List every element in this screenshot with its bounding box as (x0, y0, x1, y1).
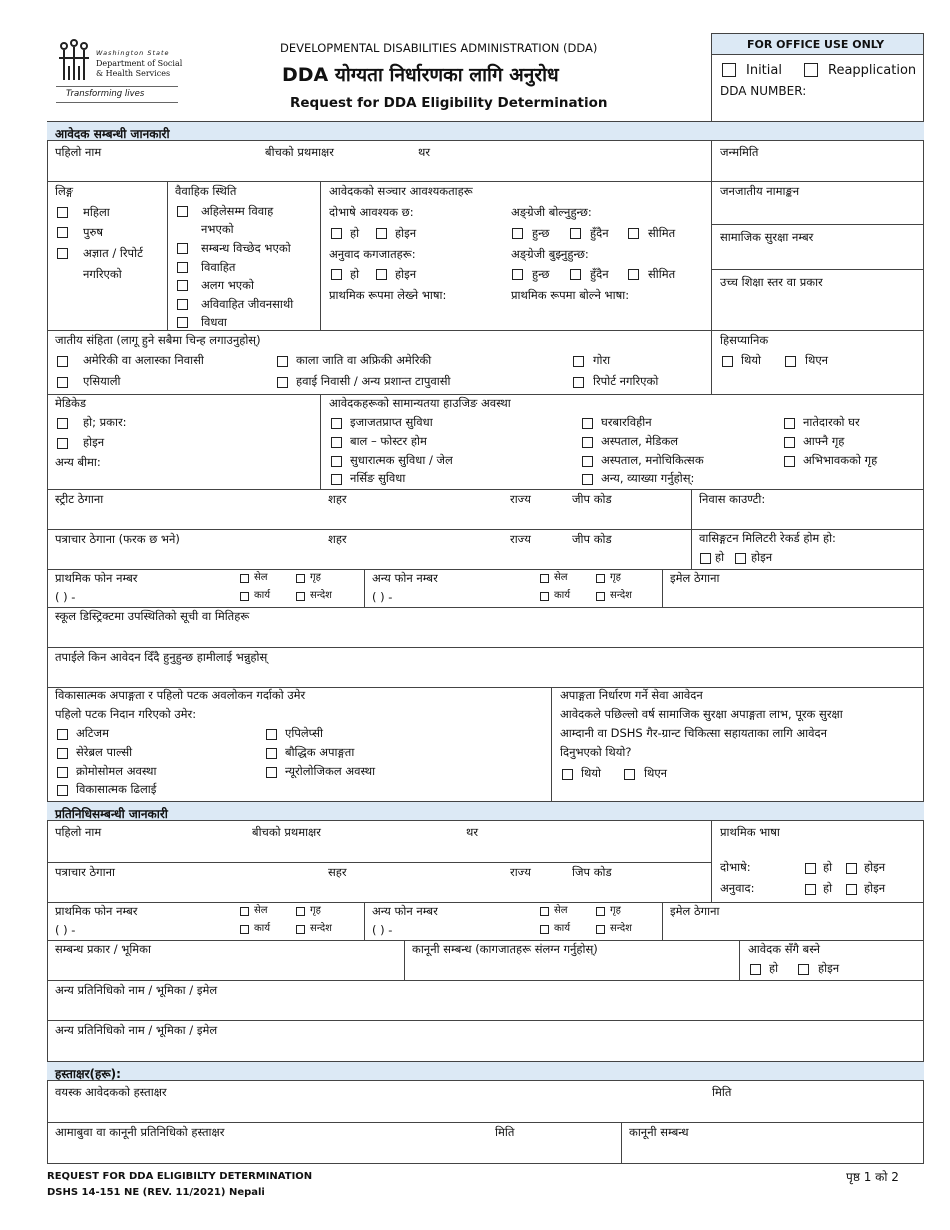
mailing-state-label: राज्य (510, 532, 531, 546)
housing-parent-checkbox[interactable] (784, 456, 795, 467)
understand-doesnt-checkbox[interactable] (570, 269, 581, 280)
housing-nursing-checkbox[interactable] (331, 474, 342, 485)
other-rep1-label: अन्य प्रतिनिधिको नाम / भूमिका / इमेल (55, 983, 218, 997)
rep-phone-field[interactable]: ( ) - (55, 923, 76, 937)
rep-relation-label: सम्बन्ध प्रकार / भूमिका (55, 942, 151, 956)
military-no-checkbox[interactable] (735, 553, 746, 564)
tribal-label: जनजातीय नामाङ्कन (720, 184, 800, 198)
dev-intellectual-checkbox[interactable] (266, 748, 277, 759)
hispanic-label: हिसप्यानिक (720, 333, 769, 347)
rep-middle-label: बीचको प्रथमाक्षर (252, 825, 322, 839)
interpreter-yes-label: हो (350, 226, 360, 240)
rep-phone-msg-label: सन्देश (310, 923, 332, 934)
rep-transl-label: अनुवाद: (720, 881, 755, 895)
translated-yes-checkbox[interactable] (331, 269, 342, 280)
housing-licensed-label: इजाजतप्राप्त सुविधा (350, 415, 433, 429)
english-limited-checkbox[interactable] (628, 228, 639, 239)
gender-male-label: पुरुष (83, 225, 104, 239)
logo-dept: Department of Social (96, 59, 183, 68)
mailing-city-label: शहर (328, 532, 347, 546)
race-native-checkbox[interactable] (57, 356, 68, 367)
military-no-label: होइन (751, 550, 773, 564)
dev-chromosomal-label: क्रोमोसोमल अवस्था (76, 764, 157, 778)
reason-field[interactable] (55, 668, 915, 686)
dda-number-label: DDA NUMBER: (720, 84, 807, 98)
housing-relative-checkbox[interactable] (784, 418, 795, 429)
page-subtitle: Request for DDA Eligibility Determination (290, 95, 608, 111)
hispanic-yes-label: थियो (741, 353, 761, 367)
rep-phone-work-label: कार्य (254, 923, 271, 934)
rep-alt-home-label: गृह (610, 905, 621, 916)
rep-lives-yes-checkbox[interactable] (750, 964, 761, 975)
dev-neuro-label: न्यूरोलोजिकल अवस्था (285, 764, 376, 778)
housing-licensed-checkbox[interactable] (331, 418, 342, 429)
disability-q3: दिनुभएको थियो? (560, 745, 632, 759)
dev-cp-label: सेरेब्रल पाल्सी (76, 745, 133, 759)
understand-doesnt-label: हुँदैन (590, 267, 609, 281)
housing-hospital-psych-checkbox[interactable] (582, 456, 593, 467)
admin-name: DEVELOPMENTAL DISABILITIES ADMINISTRATION (DDA) (280, 41, 598, 55)
understands-english-label: अङ्ग्रेजी बुझ्नुहुन्छ: (511, 247, 589, 261)
county-label: निवास काउण्टी: (699, 492, 766, 506)
alt-work-label: कार्य (554, 590, 571, 601)
medicaid-yes-checkbox[interactable] (57, 418, 68, 429)
understand-limited-checkbox[interactable] (628, 269, 639, 280)
medicaid-label: मेडिकेड (55, 396, 86, 410)
zip-label: जीप कोड (572, 492, 612, 506)
rep-phone-home-label: गृह (310, 905, 321, 916)
marital-widowed-checkbox[interactable] (177, 317, 188, 328)
race-pacific-checkbox[interactable] (277, 377, 288, 388)
housing-foster-checkbox[interactable] (331, 437, 342, 448)
understand-does-checkbox[interactable] (512, 269, 523, 280)
disability-q2: आम्दानी वा DSHS गैर-ग्रान्ट चिकित्सा सहायताका लागि आवेदन (560, 726, 828, 740)
rep-phone-cell-checkbox[interactable] (240, 907, 249, 916)
rep-alt-home-checkbox[interactable] (596, 907, 605, 916)
legal-relation-label: कानूनी सम्बन्ध (629, 1125, 689, 1139)
housing-correctional-checkbox[interactable] (331, 456, 342, 467)
logo-tagline: Transforming lives (66, 89, 145, 99)
people-logo-icon (56, 38, 92, 84)
page-title: DDA योग्यता निर्धारणका लागि अनुरोध (282, 64, 559, 86)
dev-cp-checkbox[interactable] (57, 748, 68, 759)
dob-field[interactable] (720, 162, 918, 178)
rep-transl-no-checkbox[interactable] (846, 884, 857, 895)
race-unreported-label: रिपोर्ट नगरिएको (593, 374, 659, 388)
rep-interp-no-label: होइन (864, 860, 886, 874)
interpreter-label: दोभाषे आवश्यक छ: (329, 205, 414, 219)
dev-age-label: पहिलो पटक निदान गरिएको उमेर: (55, 707, 197, 721)
applicant-name-field[interactable] (55, 162, 705, 178)
primary-write-label: प्राथमिक रूपमा लेख्ने भाषा: (329, 288, 447, 302)
hispanic-no-label: थिएन (805, 353, 829, 367)
race-white-checkbox[interactable] (573, 356, 584, 367)
email-label: इमेल ठेगाना (670, 571, 720, 585)
english-does-checkbox[interactable] (512, 228, 523, 239)
marital-divorced-label: सम्बन्ध विच्छेद भएको (201, 241, 291, 255)
phone-cell-checkbox[interactable] (240, 574, 249, 583)
marital-partner-label: अविवाहित जीवनसाथी (201, 297, 294, 311)
phone-field[interactable]: ( ) - (55, 590, 76, 604)
race-white-label: गोरा (593, 353, 611, 367)
rep-mailing-label: पत्राचार ठेगाना (55, 865, 115, 879)
translated-no-checkbox[interactable] (376, 269, 387, 280)
other-rep2-label: अन्य प्रतिनिधिको नाम / भूमिका / इमेल (55, 1023, 218, 1037)
rep-alt-cell-label: सेल (554, 905, 568, 916)
rep-alt-msg-label: सन्देश (610, 923, 632, 934)
rep-language-label: प्राथमिक भाषा (720, 825, 780, 839)
disability-yes-label: थियो (581, 766, 601, 780)
rep-phone-work-checkbox[interactable] (240, 925, 249, 934)
housing-other-checkbox[interactable] (582, 474, 593, 485)
rep-phone-cell-label: सेल (254, 905, 268, 916)
phone-msg-checkbox[interactable] (296, 592, 305, 601)
military-yes-checkbox[interactable] (700, 553, 711, 564)
adult-date-label: मिति (712, 1085, 732, 1099)
applicant-section-title: आवेदक सम्बन्धी जानकारी (55, 127, 170, 141)
dev-delay-checkbox[interactable] (57, 785, 68, 796)
alt-work-checkbox[interactable] (540, 592, 549, 601)
school-field[interactable] (55, 627, 915, 645)
phone-work-checkbox[interactable] (240, 592, 249, 601)
rep-alt-cell-checkbox[interactable] (540, 907, 549, 916)
rep-lives-label: आवेदक सँगै बस्ने (748, 942, 820, 956)
rep-first-name-label: पहिलो नाम (55, 825, 102, 839)
phone-home-label: गृह (310, 572, 321, 583)
rep-state-label: राज्य (510, 865, 531, 879)
rep-lives-yes-label: हो (769, 961, 779, 975)
understand-does-label: हुन्छ (532, 267, 550, 281)
rep-email-label: इमेल ठेगाना (670, 904, 720, 918)
translated-docs-label: अनुवाद कगजातहरू: (329, 247, 416, 261)
dob-label: जन्ममिति (720, 145, 759, 159)
gender-female-label: महिला (83, 205, 110, 219)
medicaid-no-label: होइन (83, 435, 105, 449)
understand-limited-label: सीमित (648, 267, 676, 281)
dev-epilepsy-label: एपिलेप्सी (285, 726, 324, 740)
rep-alt-phone-field[interactable]: ( ) - (372, 923, 393, 937)
rep-transl-yes-label: हो (823, 881, 833, 895)
phone-home-checkbox[interactable] (296, 574, 305, 583)
interpreter-no-checkbox[interactable] (376, 228, 387, 239)
sign-section-title: हस्ताक्षर(हरू): (55, 1067, 121, 1081)
adult-signature-label: वयस्क आवेदकको हस्ताक्षर (55, 1085, 167, 1099)
rep-zip-label: जिप कोड (572, 865, 612, 879)
race-asian-label: एसियाली (83, 374, 121, 388)
other-rep1-field[interactable] (55, 1000, 915, 1018)
footer-form-title: REQUEST FOR DDA ELIGIBILTY DETERMINATION (47, 1171, 313, 1182)
logo-dept2: & Health Services (96, 69, 171, 78)
rep-legal-label: कानूनी सम्बन्ध (कागजातहरू संलग्न गर्नुहोस्) (412, 942, 598, 956)
hispanic-yes-checkbox[interactable] (722, 356, 733, 367)
rep-section-title: प्रतिनिधिसम्बन्धी जानकारी (55, 807, 168, 821)
mailing-label: पत्राचार ठेगाना (फरक छ भने) (55, 532, 180, 546)
rep-lives-no-label: होइन (818, 961, 840, 975)
page-number: पृष्ठ 1 को 2 (846, 1170, 899, 1184)
housing-nursing-label: नर्सिङ सुविधा (350, 471, 406, 485)
marital-never-checkbox[interactable] (177, 206, 188, 217)
english-limited-label: सीमित (648, 226, 676, 240)
english-does-label: हुन्छ (532, 226, 550, 240)
rep-lives-no-checkbox[interactable] (798, 964, 809, 975)
gender-unknown-label: अज्ञात / रिपोर्ट (83, 246, 143, 260)
state-label: राज्य (510, 492, 531, 506)
race-native-label: अमेरिकी वा अलास्का निवासी (83, 353, 204, 367)
race-asian-checkbox[interactable] (57, 377, 68, 388)
housing-label: आवेदकहरूको सामान्यतया हाउजिङ अवस्था (329, 396, 511, 410)
military-yes-label: हो (715, 550, 725, 564)
rep-interp-label: दोभाषे: (720, 860, 751, 874)
rep-interp-yes-label: हो (823, 860, 833, 874)
footer-form-number: DSHS 14-151 NE (REV. 11/2021) Nepali (47, 1187, 265, 1198)
disability-no-checkbox[interactable] (624, 769, 635, 780)
rep-alt-work-checkbox[interactable] (540, 925, 549, 934)
translated-no-label: होइन (395, 267, 417, 281)
education-label: उच्च शिक्षा स्तर वा प्रकार (720, 275, 823, 289)
alt-msg-label: सन्देश (610, 590, 632, 601)
disability-q1: आवेदकले पछिल्लो वर्ष सामाजिक सुरक्षा अपाङ्गता लाभ, पूरक सुरक्षा (560, 707, 843, 721)
first-name-label: पहिलो नाम (55, 145, 102, 159)
interpreter-no-label: होइन (395, 226, 417, 240)
dev-delay-label: विकासात्मक ढिलाई (76, 782, 157, 796)
parent-date-label: मिति (495, 1125, 515, 1139)
rep-transl-no-label: होइन (864, 881, 886, 895)
initial-label: Initial (746, 63, 782, 78)
dev-autism-checkbox[interactable] (57, 729, 68, 740)
dev-intellectual-label: बौद्धिक अपाङ्गता (285, 745, 355, 759)
middle-initial-label: बीचको प्रथमाक्षर (265, 145, 335, 159)
gender-unknown-checkbox[interactable] (57, 248, 68, 259)
alt-phone-label: अन्य फोन नम्बर (372, 571, 438, 585)
alt-cell-label: सेल (554, 572, 568, 583)
housing-own-checkbox[interactable] (784, 437, 795, 448)
other-insurance-label: अन्य बीमा: (55, 455, 101, 469)
initial-checkbox[interactable] (722, 63, 736, 77)
medicaid-no-checkbox[interactable] (57, 438, 68, 449)
rep-alt-msg-checkbox[interactable] (596, 925, 605, 934)
disability-app-label: अपाङ्गता निर्धारण गर्ने सेवा आवेदन (560, 688, 703, 702)
speaks-english-label: अङ्ग्रेजी बोल्नुहुन्छ: (511, 205, 592, 219)
reapplication-label: Reapplication (828, 63, 917, 78)
housing-own-label: आफ्नै गृह (803, 434, 845, 448)
parent-signature-field[interactable] (55, 1142, 615, 1160)
phone-work-label: कार्य (254, 590, 271, 601)
dev-autism-label: अटिजम (76, 726, 109, 740)
mailing-zip-label: जीप कोड (572, 532, 612, 546)
marital-widowed-label: विधवा (201, 315, 227, 329)
race-label: जातीय संहिता (लागू हुने सबैमा चिन्ह लगाउनुहोस्) (55, 333, 261, 347)
dev-label: विकासात्मक अपाङ्गता र पहिलो पटक अवलोकन गर्दाको उमेर (55, 688, 306, 702)
other-rep2-field[interactable] (55, 1040, 915, 1058)
rep-transl-yes-checkbox[interactable] (805, 884, 816, 895)
english-doesnt-checkbox[interactable] (570, 228, 581, 239)
marital-label: वैवाहिक स्थिति (175, 184, 237, 198)
hispanic-no-checkbox[interactable] (785, 356, 796, 367)
race-black-checkbox[interactable] (277, 356, 288, 367)
office-heading: FOR OFFICE USE ONLY (747, 38, 885, 51)
dev-epilepsy-checkbox[interactable] (266, 729, 277, 740)
last-name-label: थर (418, 145, 431, 159)
medicaid-yes-label: हो; प्रकार: (83, 415, 127, 429)
parent-signature-label: आमाबुवा वा कानूनी प्रतिनिधिको हस्ताक्षर (55, 1125, 225, 1139)
marital-partner-checkbox[interactable] (177, 299, 188, 310)
race-unreported-checkbox[interactable] (573, 377, 584, 388)
gender-female-checkbox[interactable] (57, 207, 68, 218)
translated-yes-label: हो (350, 267, 360, 281)
rep-city-label: सहर (328, 865, 347, 879)
disability-no-label: थिएन (644, 766, 668, 780)
rep-phone-msg-checkbox[interactable] (296, 925, 305, 934)
housing-correctional-label: सुधारात्मक सुविधा / जेल (350, 453, 453, 467)
housing-foster-label: बाल – फोस्टर होम (350, 434, 427, 448)
housing-hospital-medical-label: अस्पताल, मेडिकल (601, 434, 679, 448)
alt-phone-field[interactable]: ( ) - (372, 590, 393, 604)
rep-interp-no-checkbox[interactable] (846, 863, 857, 874)
gender-unknown-label2: नगरिएको (83, 267, 122, 281)
rep-alt-phone-label: अन्य फोन नम्बर (372, 904, 438, 918)
housing-other-label: अन्य, व्याख्या गर्नुहोस्: (601, 471, 695, 485)
rep-alt-work-label: कार्य (554, 923, 571, 934)
housing-hospital-psych-label: अस्पताल, मनोचिकित्सक (601, 453, 704, 467)
alt-home-checkbox[interactable] (596, 574, 605, 583)
rep-phone-label: प्राथमिक फोन नम्बर (55, 904, 138, 918)
gender-label: लिङ्ग (55, 184, 74, 198)
primary-speak-label: प्राथमिक रूपमा बोल्ने भाषा: (511, 288, 630, 302)
ssn-label: सामाजिक सुरक्षा नम्बर (720, 230, 814, 244)
marital-never-label2: नभएको (201, 222, 234, 236)
marital-divorced-checkbox[interactable] (177, 243, 188, 254)
marital-married-checkbox[interactable] (177, 262, 188, 273)
city-label: शहर (328, 492, 347, 506)
dev-chromosomal-checkbox[interactable] (57, 767, 68, 778)
logo-state: Washington State (96, 49, 170, 57)
reapplication-checkbox[interactable] (804, 63, 818, 77)
housing-relative-label: नातेदारको घर (803, 415, 860, 429)
dshs-logo (56, 38, 183, 106)
housing-hospital-medical-checkbox[interactable] (582, 437, 593, 448)
phone-msg-label: सन्देश (310, 590, 332, 601)
military-label: वासिङ्गटन मिलिटरी रेकर्ड होम हो: (699, 531, 836, 545)
disability-yes-checkbox[interactable] (562, 769, 573, 780)
rep-phone-home-checkbox[interactable] (296, 907, 305, 916)
phone-label: प्राथमिक फोन नम्बर (55, 571, 138, 585)
rep-last-label: थर (466, 825, 479, 839)
school-label: स्कूल डिस्ट्रिक्टमा उपस्थितिको सूची वा मितिहरू (55, 609, 250, 623)
comm-label: आवेदकको सञ्चार आवश्यकताहरू (329, 184, 473, 198)
alt-home-label: गृह (610, 572, 621, 583)
street-label: स्ट्रीट ठेगाना (55, 492, 104, 506)
marital-separated-label: अलग भएको (201, 278, 254, 292)
housing-homeless-label: घरबारविहीन (601, 415, 652, 429)
phone-cell-label: सेल (254, 572, 268, 583)
interpreter-yes-checkbox[interactable] (331, 228, 342, 239)
race-pacific-label: हवाई निवासी / अन्य प्रशान्त टापुवासी (296, 374, 451, 388)
english-doesnt-label: हुँदैन (590, 226, 609, 240)
rep-interp-yes-checkbox[interactable] (805, 863, 816, 874)
reason-label: तपाईले किन आवेदन दिँदै हुनुहुन्छ हामीलाई भन्नुहोस् (55, 650, 268, 664)
race-black-label: काला जाति वा अफ्रिकी अमेरिकी (296, 353, 432, 367)
marital-married-label: विवाहित (201, 260, 236, 274)
gender-male-checkbox[interactable] (57, 227, 68, 238)
adult-signature-field[interactable] (55, 1102, 915, 1120)
marital-never-label: अहिलेसम्म विवाह (201, 204, 274, 218)
alt-cell-checkbox[interactable] (540, 574, 549, 583)
housing-parent-label: अभिभावकको गृह (803, 453, 878, 467)
marital-separated-checkbox[interactable] (177, 280, 188, 291)
alt-msg-checkbox[interactable] (596, 592, 605, 601)
housing-homeless-checkbox[interactable] (582, 418, 593, 429)
dev-neuro-checkbox[interactable] (266, 767, 277, 778)
